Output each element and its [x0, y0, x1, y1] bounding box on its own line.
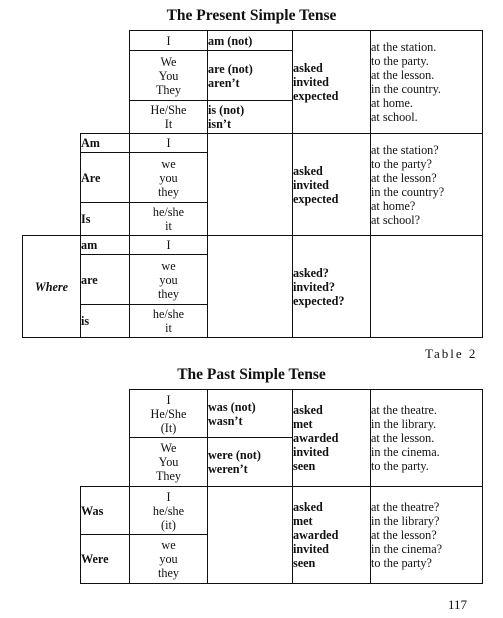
verb-cell: am (not)	[208, 31, 293, 51]
subject-cell: I He/She (It)	[130, 390, 208, 438]
subject-cell: he/she it	[130, 305, 208, 338]
wh-word-cell: Where	[23, 236, 81, 338]
subject-cell: We You They	[130, 51, 208, 101]
aux-cell: Was	[81, 487, 130, 535]
empty-cell	[208, 134, 293, 236]
subject-cell: we you they	[130, 255, 208, 305]
verb-cell: was (not) wasn’t	[208, 390, 293, 438]
subject-cell: I he/she (it)	[130, 487, 208, 535]
verb-cell: is (not) isn’t	[208, 101, 293, 134]
subject-cell: He/She It	[130, 101, 208, 134]
places-cell: at the station. to the party. at the lesson. in the country. at home. at school.	[371, 31, 483, 134]
table1-title: The Present Simple Tense	[166, 7, 337, 24]
subject-cell: I	[130, 31, 208, 51]
aux-cell: am	[81, 236, 130, 255]
main-verb-cell: asked met awarded invited seen	[293, 487, 371, 584]
places-cell: at the theatre? in the library? at the lesson? in the cinema? to the party?	[371, 487, 483, 584]
subject-cell: We You They	[130, 438, 208, 487]
empty-cell	[371, 236, 483, 338]
aux-cell: Were	[81, 535, 130, 584]
main-verb-cell: asked invited expected	[293, 134, 371, 236]
places-cell: at the station? to the party? at the lesson? in the country? at home? at school?	[371, 134, 483, 236]
verb-cell: are (not) aren’t	[208, 51, 293, 101]
main-verb-cell: asked? invited? expected?	[293, 236, 371, 338]
empty-cell	[208, 236, 293, 338]
page-number: 117	[447, 597, 467, 612]
aux-cell: Is	[81, 203, 130, 236]
subject-cell: I	[130, 134, 208, 153]
table2-label: Table 2	[425, 346, 478, 361]
aux-cell: Am	[81, 134, 130, 153]
verb-cell: were (not) weren’t	[208, 438, 293, 487]
aux-cell: are	[81, 255, 130, 305]
aux-cell: Are	[81, 153, 130, 203]
main-verb-cell: asked invited expected	[293, 31, 371, 134]
subject-cell: I	[130, 236, 208, 255]
table2-title: The Past Simple Tense	[177, 366, 326, 383]
main-verb-cell: asked met awarded invited seen	[293, 390, 371, 487]
subject-cell: we you they	[130, 153, 208, 203]
aux-cell: is	[81, 305, 130, 338]
present-simple-table	[22, 30, 483, 338]
subject-cell: we you they	[130, 535, 208, 584]
empty-cell	[208, 487, 293, 584]
places-cell: at the theatre. in the library. at the lesson. in the cinema. to the party.	[371, 390, 483, 487]
subject-cell: he/she it	[130, 203, 208, 236]
past-simple-table	[80, 389, 483, 584]
